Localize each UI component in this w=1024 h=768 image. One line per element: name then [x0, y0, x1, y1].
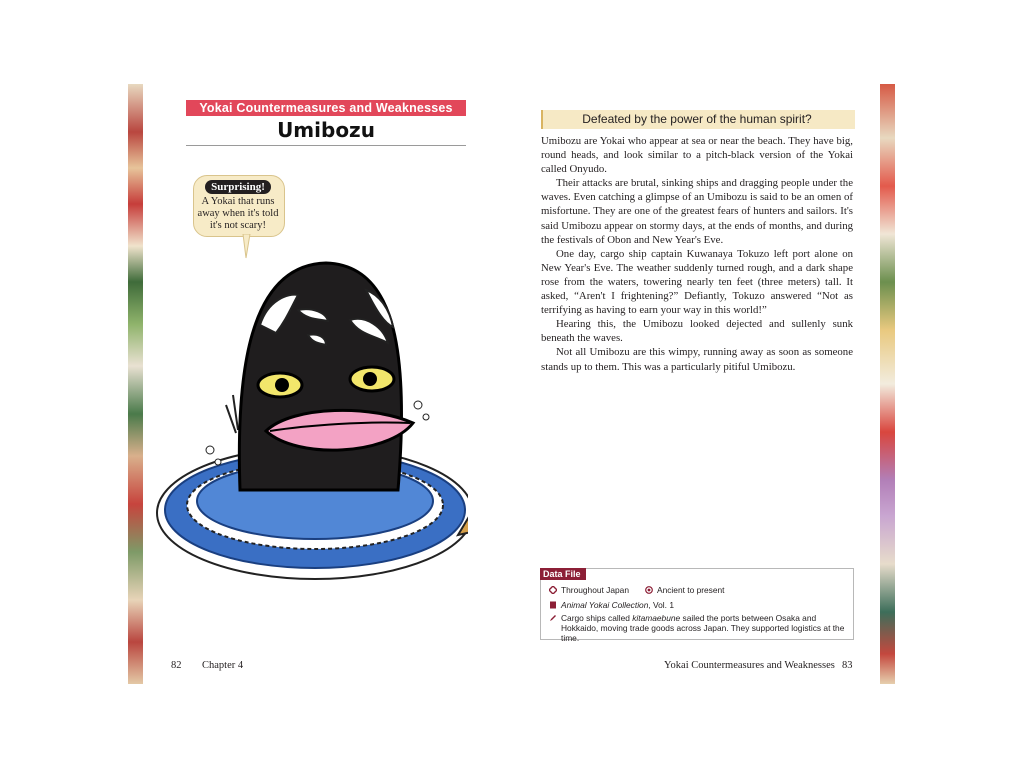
data-source [561, 600, 674, 610]
page-number-left: 82 [171, 660, 182, 671]
footer-chapter-right: Yokai Countermeasures and Weaknesses [664, 660, 835, 671]
page-number-right: 83 [842, 660, 853, 671]
era-icon [645, 586, 653, 594]
data-note-term: kitamaebune [632, 613, 681, 623]
surprising-tag: Surprising! [205, 180, 271, 194]
paragraph: One day, cargo ship captain Kuwanaya Tokuzo left port alone on New Year's Eve. The weather suddenly turned rough, and a dark shape rose from the waters, towering nearly ten feet (three meters) tall. It asked, “Aren't I frightening?” Defiantly, Tokuzo answered “Not as terrifying as having to earn your way in this world!” [541, 247, 853, 317]
paragraph: Not all Umibozu are this wimpy, running away as soon as someone stands up to them. This was a particularly pitiful Umibozu. [541, 346, 853, 373]
section-heading: Defeated by the power of the human spirit? [582, 112, 812, 126]
data-era: Ancient to present [657, 585, 725, 595]
data-note-end: sailed the ports between Osaka and Hokkaido, moving trade goods across Japan. They supported logistics at the time. [561, 613, 845, 643]
umibozu-illustration [148, 255, 468, 585]
data-note [561, 613, 849, 643]
data-note-start: Cargo ships called [561, 613, 633, 623]
location-icon [549, 586, 557, 594]
page-title: Umibozu [277, 118, 375, 142]
data-source-title: Animal Yokai Collection [561, 600, 649, 610]
paragraph: Umibozu are Yokai who appear at sea or near the beach. They have big, round heads, and look similar to a pitch-black version of the Yokai called Onyudo. [541, 135, 853, 176]
footer-chapter-left: Chapter 4 [202, 660, 244, 671]
book-icon [549, 601, 557, 609]
left-edge-artwork [128, 84, 143, 684]
body-text [541, 134, 853, 374]
pencil-icon [549, 614, 557, 622]
data-location: Throughout Japan [561, 585, 629, 595]
right-edge-artwork [880, 84, 895, 684]
paragraph: Hearing this, the Umibozu looked dejected and sullenly sunk beneath the waves. [541, 318, 853, 345]
speech-bubble-text: A Yokai that runs away when it's told it's not scary! [197, 196, 279, 231]
data-source-volume: , Vol. 1 [648, 600, 674, 610]
data-file-label: Data File [540, 568, 586, 580]
category-banner: Yokai Countermeasures and Weaknesses [186, 100, 466, 116]
title-divider [186, 145, 466, 146]
paragraph: Their attacks are brutal, sinking ships and dragging people under the waves. Even catching a glimpse of an Umibozu is said to be an omen of misfortune. They are one of the greatest fears of hunters and sailors. It's said Umibozu appear on stormy days, at the ends of months, and during the festivals of Obon and New Year's Eve. [541, 177, 853, 246]
